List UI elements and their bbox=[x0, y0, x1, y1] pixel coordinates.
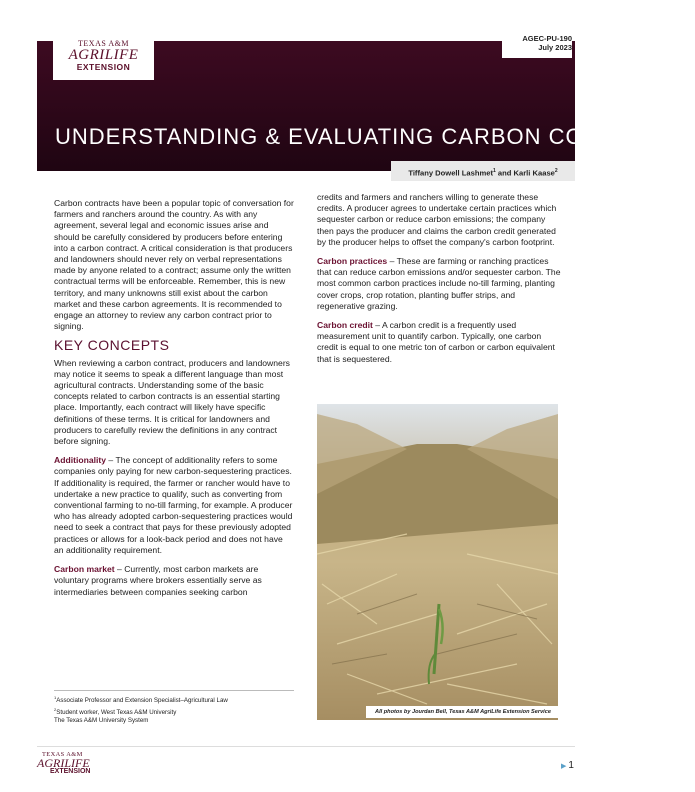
footnote-2-mark: 2 bbox=[54, 706, 57, 712]
key-concepts-heading: KEY CONCEPTS bbox=[54, 337, 170, 354]
carbon-market-term: Carbon market bbox=[54, 564, 115, 575]
field-photo-illustration bbox=[317, 404, 558, 720]
field-photo bbox=[317, 404, 558, 720]
carbon-practices-paragraph bbox=[317, 256, 561, 312]
page-number bbox=[561, 760, 574, 771]
additionality-text: – The concept of additionality refers to some companies only paying for new carbon-sequestering practices. If additionality is required, the farmer or rancher would have to undertake a new practice to qualify, such as converting from conventional farming to no-till farming, for example. A producer who has already adopted carbon-sequestering practices would need to seek a contract that pays for these previously adopted practices or allows for a look-back period and does not have an additionality requirement. bbox=[54, 455, 293, 555]
publication-date: July 2023 bbox=[538, 43, 572, 52]
logo-line1: TEXAS A&M bbox=[78, 39, 129, 48]
page-title: UNDERSTANDING & EVALUATING CARBON CONTRACTS bbox=[55, 124, 695, 149]
footer-logo-line3: EXTENSION bbox=[50, 768, 91, 775]
authors-bar bbox=[391, 161, 575, 181]
footer-divider bbox=[37, 746, 575, 747]
footnote-1-text: Associate Professor and Extension Specialist–Agricultural Law bbox=[56, 697, 228, 705]
footnote-3: The Texas A&M University System bbox=[54, 717, 149, 725]
footer-logo-line1: TEXAS A&M bbox=[42, 751, 83, 758]
column-left bbox=[54, 198, 294, 606]
author-2: Karli Kaase bbox=[513, 168, 555, 178]
additionality-paragraph bbox=[54, 455, 294, 556]
carbon-market-paragraph bbox=[54, 564, 294, 598]
carbon-credit-paragraph bbox=[317, 320, 561, 365]
carbon-practices-text: – These are farming or ranching practices that can reduce carbon emissions and/or sequester carbon. The most common carbon practices include no-till farming, planting cover crops, crop rotation, planting buffer strips, and regenerative grazing. bbox=[317, 256, 561, 311]
column-right bbox=[317, 192, 561, 373]
footer-logo-line2: AGRILIFE bbox=[37, 756, 90, 770]
footnotes bbox=[54, 690, 294, 726]
author-1: Tiffany Dowell Lashmet bbox=[408, 168, 493, 178]
carbon-market-text: – Currently, most carbon markets are voluntary programs where brokers essentially serve as intermediaries between companies seeking carbon bbox=[54, 564, 262, 597]
footnote-2-text: Student worker, West Texas A&M University bbox=[56, 708, 177, 716]
photo-caption: All photos by Jourdan Bell, Texas A&M AgriLife Extension Service bbox=[366, 706, 560, 718]
author-joiner: and bbox=[495, 168, 514, 178]
footnote-1 bbox=[54, 694, 294, 706]
carbon-credit-term: Carbon credit bbox=[317, 320, 373, 331]
publication-id: AGEC-PU-190 bbox=[522, 34, 572, 43]
author-1-footnote-mark: 1 bbox=[493, 168, 496, 174]
intro-paragraph: Carbon contracts have been a popular topic of conversation for farmers and ranchers around the country. As with any agreement, several legal and economic issues arise and should be carefully considered by producers before entering into a carbon contract. A critical consideration is that producers and landowners should never rely on verbal representations made by anyone related to a contract; assume only the written contractual terms will be enforceable. Remember, this is new territory, and many unknowns still exist about the carbon market and these carbon agreements. It is recommended to engage an attorney to review any carbon contract prior to signing. bbox=[54, 198, 294, 332]
carbon-practices-term: Carbon practices bbox=[317, 256, 388, 267]
additionality-term: Additionality bbox=[54, 455, 107, 466]
publication-id-box bbox=[502, 32, 572, 58]
author-2-footnote-mark: 2 bbox=[554, 168, 558, 174]
page-arrow-icon: ▶ bbox=[561, 763, 567, 770]
page-number-text: 1 bbox=[568, 760, 574, 771]
carbon-credit-text: – A carbon credit is a frequently used measurement unit to quantify carbon. Typically, one carbon credit is equal to one metric ton of carbon or carbon equivalent that is sequestered. bbox=[317, 320, 555, 364]
footnote-2 bbox=[54, 706, 294, 718]
agrilife-logo bbox=[53, 34, 154, 80]
key-concepts-intro: When reviewing a carbon contract, producers and landowners may notice it seems to speak a different language than most agricultural contracts. Understanding some of the basic concepts related to carbon contracts is an essential starting place. Importantly, each contract will likely have specific definitions of these terms. It is critical for landowners and producers to carefully review the definitions in any contract before signing. bbox=[54, 357, 290, 447]
footnote-1-mark: 1 bbox=[54, 695, 57, 700]
logo-line3: EXTENSION bbox=[76, 62, 131, 72]
carbon-market-continued: credits and farmers and ranchers willing to generate these credits. A producer agrees to undertake certain practices which sequester carbon or reduce carbon emissions; the company then pays the producer and claims the carbon credit generated by the producer helps to offset the company's carbon footprint. bbox=[317, 192, 557, 247]
footer-logo bbox=[37, 751, 107, 776]
logo-line2: AGRILIFE bbox=[68, 47, 139, 63]
